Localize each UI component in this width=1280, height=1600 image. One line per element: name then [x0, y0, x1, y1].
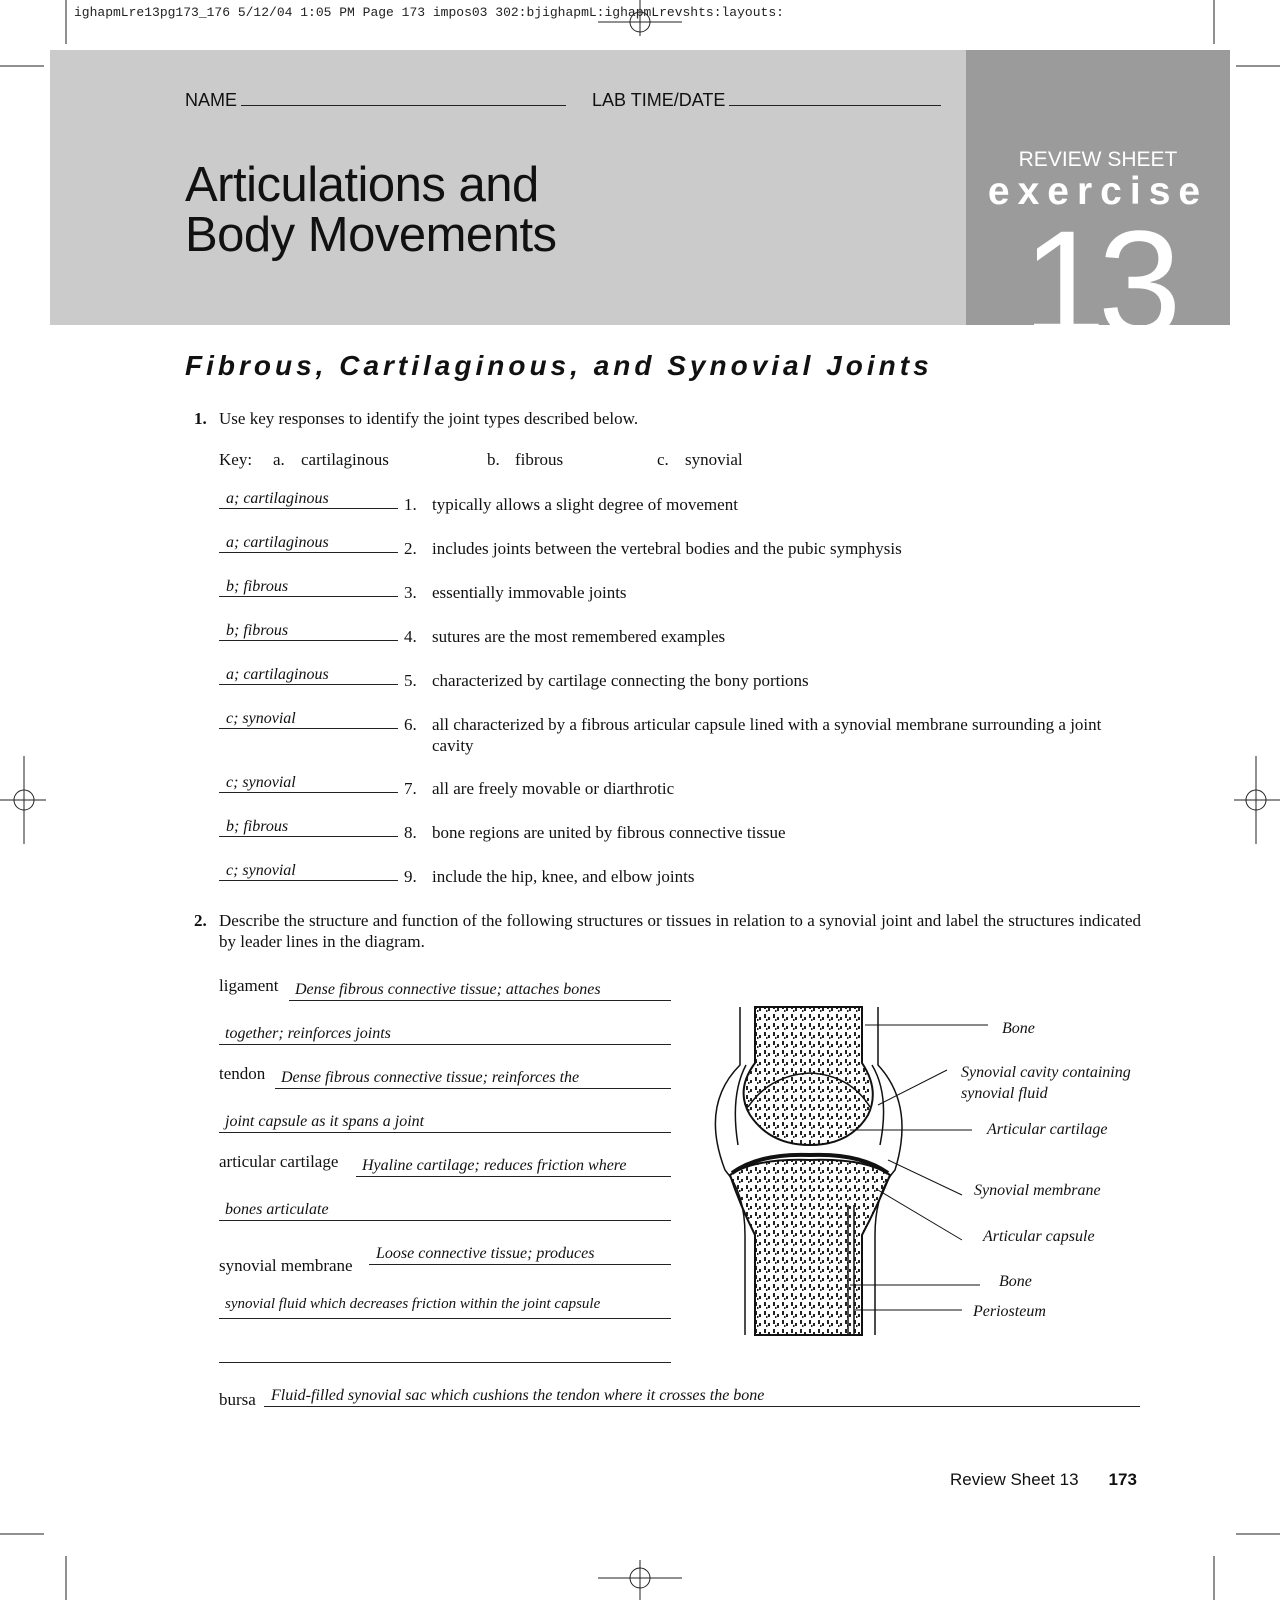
- item-text: includes joints between the vertebral bodies and the pubic symphysis: [432, 539, 902, 558]
- tendon-answer-2: joint capsule as it spans a joint: [225, 1113, 425, 1130]
- answer-text: b; fibrous: [226, 578, 289, 595]
- answer-text: a; cartilaginous: [226, 666, 329, 683]
- q1-prompt: Use key responses to identify the joint types described below.: [219, 409, 639, 428]
- ligament-answer-1: Dense fibrous connective tissue; attaches bones: [295, 981, 601, 998]
- item-number: 9.: [404, 867, 417, 886]
- review-sheet-label: REVIEW SHEET: [1018, 148, 1178, 171]
- section-title: Fibrous, Cartilaginous, and Synovial Joints: [185, 350, 933, 381]
- diagram-label-bone-bottom: Bone: [999, 1273, 1032, 1290]
- item-number: 3.: [404, 583, 417, 602]
- exercise-label: exercise: [987, 170, 1209, 213]
- key-c-term: synovial: [685, 450, 743, 469]
- item-number: 7.: [404, 779, 417, 798]
- q2-number: 2.: [194, 911, 207, 930]
- bursa-label: bursa: [219, 1390, 256, 1409]
- top-bone: [744, 1007, 873, 1145]
- item-text: bone regions are united by fibrous connective tissue: [432, 823, 786, 842]
- name-label: NAME: [185, 90, 238, 110]
- key-c-letter: c.: [657, 450, 669, 469]
- title-line-1: Articulations and: [185, 158, 539, 212]
- item-text: all are freely movable or diarthrotic: [432, 779, 675, 798]
- item-number: 8.: [404, 823, 417, 842]
- membrane-answer-2: synovial fluid which decreases friction within the joint capsule: [225, 1296, 601, 1312]
- membrane-answer-1: Loose connective tissue; produces: [376, 1245, 595, 1262]
- answer-text: b; fibrous: [226, 622, 289, 639]
- labtime-field[interactable]: [592, 90, 941, 111]
- answer-text: b; fibrous: [226, 818, 289, 835]
- page-number: 173: [1108, 1470, 1137, 1489]
- ligament-answer-2: together; reinforces joints: [225, 1025, 391, 1042]
- item-text: sutures are the most remembered examples: [432, 627, 726, 646]
- labtime-label: LAB TIME/DATE: [592, 90, 726, 110]
- bottom-bone: [730, 1155, 890, 1335]
- cartilage-answer-1: Hyaline cartilage; reduces friction where: [362, 1157, 627, 1174]
- labtime-line[interactable]: [729, 91, 941, 106]
- diagram-label-articular-cartilage: Articular cartilage: [987, 1121, 1108, 1138]
- synovial-membrane-label: synovial membrane: [219, 1256, 353, 1275]
- name-field[interactable]: [185, 90, 566, 111]
- key-b-letter: b.: [487, 450, 500, 469]
- diagram-label-bone-top: Bone: [1002, 1020, 1035, 1037]
- page-footer: [950, 1470, 1137, 1490]
- item-number: 1.: [404, 495, 417, 514]
- print-slug: ighapmLre13pg173_176 5/12/04 1:05 PM Page 173 impos03 302:bjighapmL:ighapmLrevshts:layouts:: [74, 5, 784, 20]
- key-a-letter: a.: [273, 450, 285, 469]
- item-text: include the hip, knee, and elbow joints: [432, 867, 695, 886]
- synovial-joint-diagram: [700, 995, 1000, 1340]
- q2-prompt: Describe the structure and function of the following structures or tissues in relation to a synovial joint and label the structures indicated by leader lines in the diagram.: [219, 911, 1141, 951]
- item-text: characterized by cartilage connecting the bony portions: [432, 671, 809, 690]
- answer-text: c; synovial: [226, 710, 296, 727]
- item-text: essentially immovable joints: [432, 583, 627, 602]
- cartilage-answer-2: bones articulate: [225, 1201, 329, 1218]
- item-text: all characterized by a fibrous articular capsule lined with a synovial membrane surrounding a joint cavity: [432, 715, 1102, 755]
- key-label: Key:: [219, 450, 253, 469]
- exercise-badge: [966, 50, 1230, 367]
- name-line[interactable]: [241, 91, 566, 106]
- key-a-term: cartilaginous: [301, 450, 389, 469]
- articular-cartilage-label: articular cartilage: [219, 1152, 339, 1171]
- item-text: typically allows a slight degree of movement: [432, 495, 738, 514]
- diagram-label-synovial-cavity-1: Synovial cavity containing: [961, 1064, 1131, 1081]
- bursa-answer: Fluid-filled synovial sac which cushions the tendon where it crosses the bone: [271, 1387, 765, 1404]
- answer-text: a; cartilaginous: [226, 534, 329, 551]
- diagram-label-periosteum: Periosteum: [973, 1303, 1046, 1320]
- exercise-number: 13: [1022, 199, 1174, 367]
- diagram-label-articular-capsule: Articular capsule: [983, 1228, 1095, 1245]
- footer-label: Review Sheet 13: [950, 1470, 1079, 1489]
- q1-number: 1.: [194, 409, 207, 428]
- key-b-term: fibrous: [515, 450, 564, 469]
- membrane-line-3[interactable]: [219, 1340, 671, 1363]
- item-number: 4.: [404, 627, 417, 646]
- item-number: 5.: [404, 671, 417, 690]
- answer-text: c; synovial: [226, 862, 296, 879]
- tendon-label: tendon: [219, 1064, 266, 1083]
- diagram-label-synovial-cavity-2: synovial fluid: [961, 1085, 1048, 1102]
- ligament-label: ligament: [219, 976, 279, 995]
- item-number: 6.: [404, 715, 417, 734]
- diagram-label-synovial-membrane: Synovial membrane: [974, 1182, 1101, 1199]
- tendon-answer-1: Dense fibrous connective tissue; reinforces the: [281, 1069, 580, 1086]
- answer-text: c; synovial: [226, 774, 296, 791]
- answer-text: a; cartilaginous: [226, 490, 329, 507]
- title-line-2: Body Movements: [185, 208, 557, 262]
- item-number: 2.: [404, 539, 417, 558]
- page-title: [185, 160, 557, 260]
